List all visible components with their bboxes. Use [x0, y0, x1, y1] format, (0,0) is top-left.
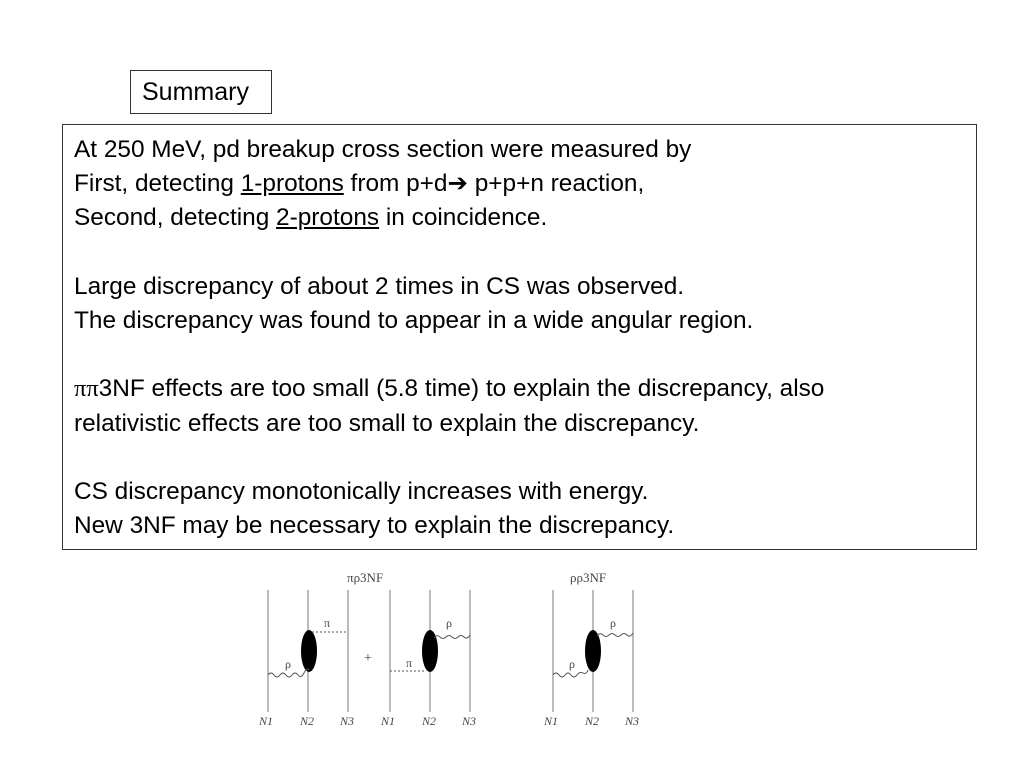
paragraph-4-line-2: New 3NF may be necessary to explain the discrepancy.	[74, 512, 675, 540]
n2-label: N2	[300, 714, 315, 728]
interaction-blob	[585, 630, 601, 672]
text-segment: from p+d	[343, 170, 448, 198]
paragraph-1-line-1: At 250 MeV, pd breakup cross section were measured by	[74, 136, 692, 163]
pi-label: π	[406, 656, 413, 670]
rho-rho-3nf-label: ρρ3NF	[570, 570, 607, 585]
rho-label: ρ	[446, 616, 452, 630]
n3-label: N3	[462, 714, 477, 728]
paragraph-3-line-1	[74, 372, 966, 406]
pi-pi-symbol: ππ	[74, 375, 99, 403]
rho-label: ρ	[610, 616, 616, 630]
n3-label: N3	[625, 714, 640, 728]
slide-title: Summary	[130, 70, 272, 114]
interaction-blob	[301, 630, 317, 672]
n1-label: N1	[544, 714, 559, 728]
rho-exchange-line	[434, 635, 470, 639]
paragraph-2-line-2: The discrepancy was found to appear in a wide angular region.	[74, 307, 754, 334]
rho-label: ρ	[285, 657, 291, 671]
n3-label: N3	[340, 714, 355, 728]
pi-label: π	[324, 616, 331, 630]
underlined-term-2-protons: 2-protons	[276, 204, 380, 232]
three-nucleon-force-diagrams	[240, 560, 660, 740]
n1-label: N1	[259, 714, 274, 728]
n2-label: N2	[585, 714, 600, 728]
rho-exchange-line	[553, 670, 588, 677]
rho-exchange-line	[597, 633, 633, 637]
text-segment: p+p+n reaction,	[467, 170, 645, 198]
feynman-diagram-2	[380, 590, 476, 728]
paragraph-4-line-1: CS discrepancy monotonically increases with energy.	[74, 477, 649, 505]
paragraph-1-line-2	[74, 167, 966, 201]
paragraph-2-line-1: Large discrepancy of about 2 times in CS was observed.	[74, 272, 685, 300]
n2-label: N2	[422, 714, 437, 728]
n1-label: N1	[381, 714, 396, 728]
rho-label: ρ	[569, 657, 575, 671]
feynman-diagram-3	[543, 590, 639, 728]
paragraph-3-line-2: relativistic effects are too small to explain the discrepancy.	[74, 409, 700, 437]
summary-box	[62, 124, 977, 550]
plus-sign: +	[364, 651, 372, 666]
feynman-diagram-1	[258, 590, 354, 728]
paragraph-1-line-3	[74, 201, 966, 235]
right-arrow-icon: ➔	[447, 170, 468, 198]
underlined-term-1-protons: 1-protons	[240, 170, 344, 198]
text-segment: Second, detecting	[74, 204, 277, 232]
pi-rho-3nf-label: πρ3NF	[347, 570, 384, 585]
text-segment: First, detecting	[74, 170, 241, 198]
text-segment: in coincidence.	[379, 204, 548, 232]
text-segment: 3NF effects are too small (5.8 time) to explain the discrepancy, also	[98, 375, 825, 403]
